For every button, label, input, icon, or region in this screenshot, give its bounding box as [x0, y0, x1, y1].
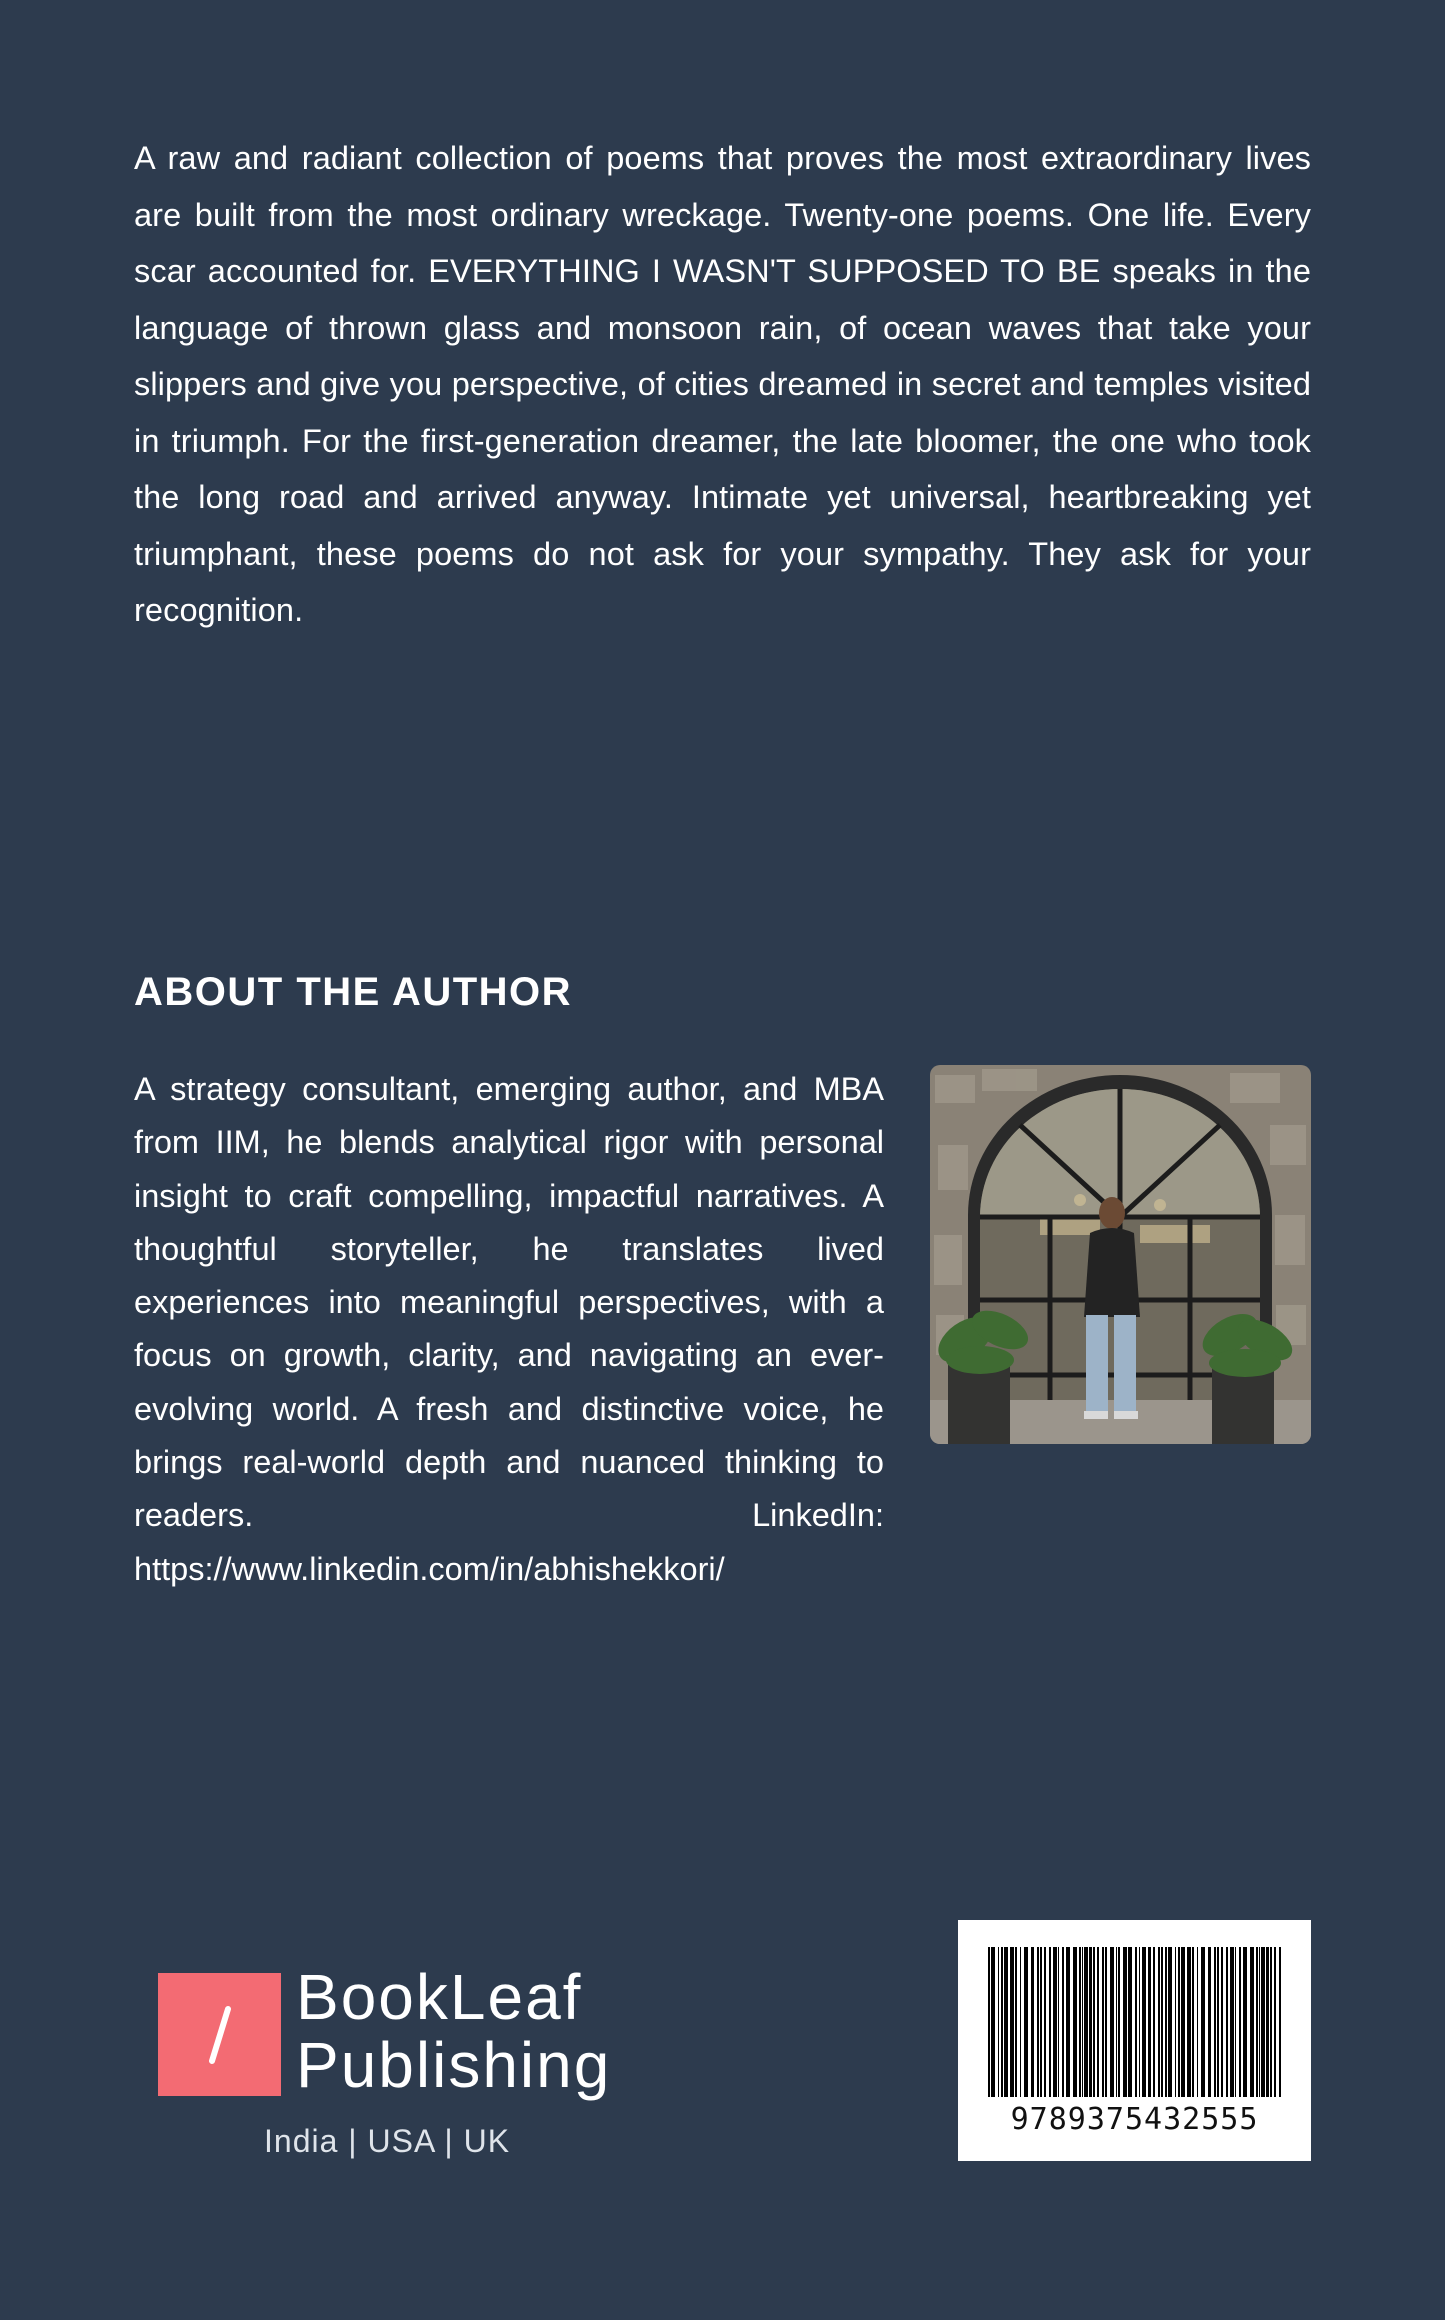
barcode-bar	[1084, 1947, 1088, 2097]
barcode-bar	[1235, 1947, 1236, 2097]
barcode-bar	[1082, 1947, 1083, 2097]
barcode-bar	[1037, 1947, 1039, 2097]
barcode-bar	[1279, 1947, 1281, 2097]
publisher-name-line1: BookLeaf	[296, 1961, 583, 2033]
barcode-bar	[1230, 1947, 1234, 2097]
book-blurb: A raw and radiant collection of poems that proves the most extraordinary lives are built from the most ordinary wreckage. Twenty-one poems. One life. Every scar accounted for. EVERYTHING I WASN'T SUPPOSED TO BE speaks in the language of thrown glass and monsoon rain, of ocean waves that take your slippers and give you perspective, of cities dreamed in secret and temples visited in triumph. For the first-generation dreamer, the late bloomer, the one who took the long road and arrived anyway. Intimate yet universal, heartbreaking yet triumphant, these poems do not ask for your sympathy. They ask for your recognition.	[134, 140, 1311, 628]
barcode-bar	[1123, 1947, 1127, 2097]
barcode-bar	[1128, 1947, 1132, 2097]
barcode-bar	[1181, 1947, 1185, 2097]
isbn-number: 9789375432555	[1010, 2102, 1259, 2137]
slash-icon	[158, 1973, 281, 2096]
barcode-bar	[998, 1947, 999, 2097]
barcode-bar	[1197, 1947, 1198, 2097]
barcode-bar	[1073, 1947, 1077, 2097]
barcode-bar	[1116, 1947, 1117, 2097]
publisher-name	[296, 1963, 616, 2099]
barcode-bar	[1221, 1947, 1223, 2097]
barcode-bar	[1079, 1947, 1081, 2097]
barcode-bar	[1165, 1947, 1167, 2097]
barcode-bar	[1158, 1947, 1160, 2097]
barcode-bar	[1044, 1947, 1046, 2097]
barcode-bar	[1208, 1947, 1211, 2097]
barcode-bar	[1250, 1947, 1254, 2097]
barcode-bar	[1261, 1947, 1265, 2097]
publisher-regions: India | USA | UK	[264, 2123, 511, 2159]
barcode-bar	[1266, 1947, 1269, 2097]
barcode-bar	[1031, 1947, 1034, 2097]
barcode-bar	[1139, 1947, 1140, 2097]
barcode-bar	[1102, 1947, 1104, 2097]
barcode-bar	[1175, 1947, 1176, 2097]
barcode-bar	[1142, 1947, 1146, 2097]
barcode-bar	[1239, 1947, 1241, 2097]
publisher-name-line2: Publishing	[296, 2029, 612, 2101]
barcode-bar	[1274, 1947, 1276, 2097]
barcode-bar	[1024, 1947, 1028, 2097]
barcode-bar	[1040, 1947, 1042, 2097]
author-bio: A strategy consultant, emerging author, and MBA from IIM, he blends analytical rigor with personal insight to craft compelling, impactful narratives. A thoughtful storyteller, he translates lived experiences into meaningful perspectives, with a focus on growth, clarity, and navigating an ever-evolving world. A fresh and distinctive voice, he brings real-world depth and nuanced thinking to readers. LinkedIn: https://www.linkedin.com/in/abhishekkori/	[134, 1071, 884, 1587]
barcode-bar	[1226, 1947, 1228, 2097]
barcode	[958, 1920, 1311, 2161]
barcode-bar	[1168, 1947, 1172, 2097]
barcode-bars	[988, 1947, 1281, 2097]
barcode-bar	[1187, 1947, 1191, 2097]
about-author-heading: ABOUT THE AUTHOR	[134, 970, 573, 1014]
barcode-bar	[1001, 1947, 1003, 2097]
author-photo	[930, 1065, 1311, 1444]
barcode-bar	[1118, 1947, 1120, 2097]
barcode-bar	[1148, 1947, 1151, 2097]
barcode-bar	[1049, 1947, 1051, 2097]
barcode-bar	[1217, 1947, 1219, 2097]
barcode-bar	[1110, 1947, 1114, 2097]
barcode-bar	[1015, 1947, 1017, 2097]
barcode-bar	[1097, 1947, 1099, 2097]
barcode-bar	[1256, 1947, 1258, 2097]
barcode-bar	[1105, 1947, 1107, 2097]
barcode-bar	[1153, 1947, 1155, 2097]
barcode-bar	[1089, 1947, 1092, 2097]
barcode-bar	[1066, 1947, 1070, 2097]
barcode-bar	[1201, 1947, 1205, 2097]
barcode-bar	[1214, 1947, 1216, 2097]
barcode-bar	[1135, 1947, 1137, 2097]
barcode-bar	[1178, 1947, 1180, 2097]
barcode-bar	[1093, 1947, 1095, 2097]
barcode-bar	[1243, 1947, 1247, 2097]
barcode-bar	[1020, 1947, 1021, 2097]
barcode-bar	[988, 1947, 990, 2097]
barcode-bar	[991, 1947, 995, 2097]
barcode-bar	[1053, 1947, 1057, 2097]
barcode-bar	[1161, 1947, 1163, 2097]
barcode-bar	[1192, 1947, 1194, 2097]
barcode-bar	[1004, 1947, 1008, 2097]
barcode-bar	[1010, 1947, 1014, 2097]
barcode-bar	[1062, 1947, 1064, 2097]
barcode-bar	[1270, 1947, 1272, 2097]
barcode-bar	[1058, 1947, 1059, 2097]
barcode-bar	[1259, 1947, 1260, 2097]
